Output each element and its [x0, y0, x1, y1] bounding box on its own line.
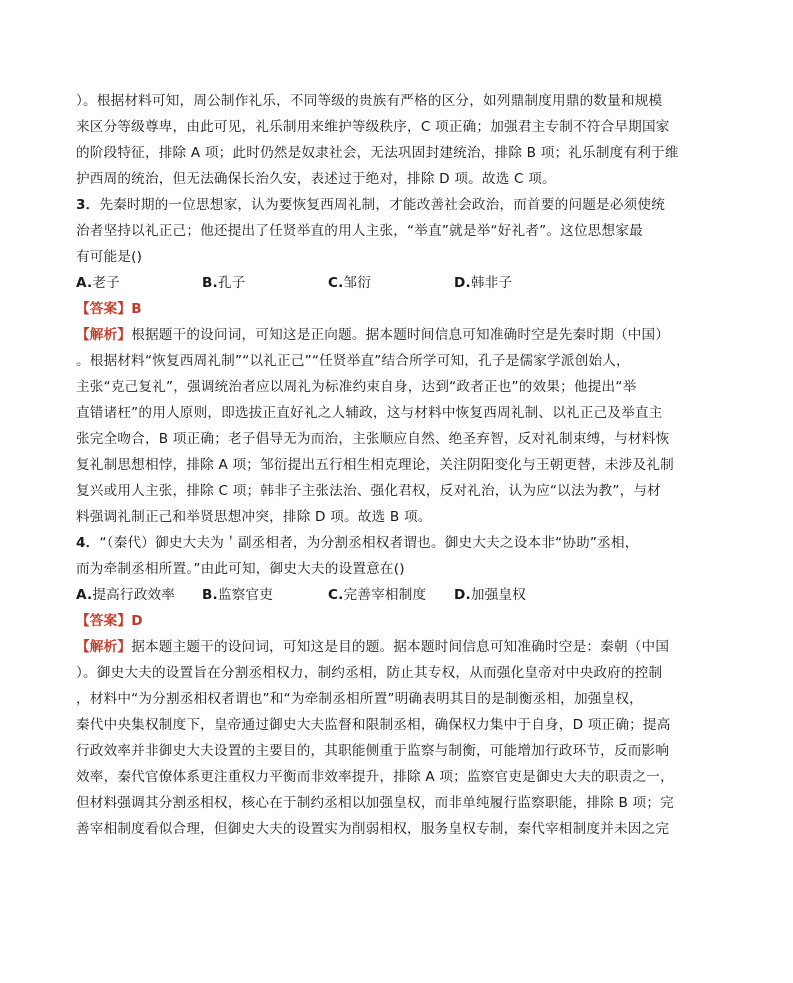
q3-options	[76, 270, 682, 296]
q2-analysis-line: 护西周的统治，但无法确保长治久安，表述过于绝对，排除 D 项。故选 C 项。	[76, 171, 556, 187]
q4-options	[76, 582, 682, 608]
q2-analysis-line: 来区分等级尊卑，由此可见，礼乐制用来维护等级秩序，C 项正确；加强君主专制不符合早期国家	[76, 119, 670, 135]
q4-option-c: C.完善宰相制度	[328, 587, 427, 603]
q3-option-d: D.韩非子	[454, 275, 513, 291]
q4-analysis-line: 但材料强调其分割丞相权，核心在于制约丞相以加强皇权，而非单纯履行监察职能，排除 B 项；完	[76, 795, 674, 811]
q3-analysis-line: 主张“克己复礼”，强调统治者应以周礼为标准约束自身，达到“政者正也”的效果；他提出“举	[76, 379, 637, 395]
q2-analysis-line: ）。根据材料可知，周公制作礼乐，不同等级的贵族有严格的区分，如列鼎制度用鼎的数量和规模	[76, 93, 663, 109]
q4-analysis-line: 【解析】据本题主题干的设问词，可知这是目的题。据本题时间信息可知准确时空是：秦朝（中国	[76, 639, 670, 655]
q3-stem-line: 3．先秦时期的一位思想家，认为要恢复西周礼制，才能改善社会政治，而首要的问题是必须使统	[76, 197, 665, 213]
q3-option-a: A.老子	[76, 275, 120, 291]
q3-analysis-line: 。根据材料“恢复西周礼制”“以礼正己”“任贤举直”结合所学可知，孔子是儒家学派创始人，	[76, 353, 630, 369]
q4-option-b: B.监察官吏	[202, 587, 274, 603]
document-content	[76, 88, 682, 842]
q4-option-d: D.加强皇权	[454, 587, 527, 603]
q3-analysis-line: 复兴或用人主张，排除 C 项；韩非子主张法治、强化君权，反对礼治，认为应“以法为教”，与材	[76, 483, 661, 499]
q2-analysis-line: 的阶段特征，排除 A 项；此时仍然是奴隶社会，无法巩固封建统治，排除 B 项；礼乐制度有利于维	[76, 145, 679, 161]
q3-analysis-line: 料强调礼制正己和举贤思想冲突，排除 D 项。故选 B 项。	[76, 509, 432, 525]
q4-analysis-line: 秦代中央集权制度下，皇帝通过御史大夫监督和限制丞相，确保权力集中于自身，D 项正确；提高	[76, 717, 671, 733]
q4-analysis-line: 行政效率并非御史大夫设置的主要目的，其职能侧重于监察与制衡，可能增加行政环节，反而影响	[76, 743, 670, 759]
q3-option-b: B.孔子	[202, 275, 246, 291]
q3-analysis-line: 直错诸枉”的用人原则，即选拔正直好礼之人辅政，这与材料中恢复西周礼制、以礼正己及举直主	[76, 405, 663, 421]
q3-option-c: C.邹衍	[328, 275, 372, 291]
q4-analysis-line: 效率，秦代官僚体系更注重权力平衡而非效率提升，排除 A 项；监察官吏是御史大夫的职责之一，	[76, 769, 674, 785]
q4-stem-line: 而为牵制丞相所置。”由此可知，御史大夫的设置意在()	[76, 561, 405, 577]
q3-answer: 【答案】B	[76, 301, 142, 317]
q4-number: 4．	[76, 535, 100, 551]
q3-analysis-line: 张完全吻合，B 项正确；老子倡导无为而治，主张顺应自然、绝圣弃智，反对礼制束缚，与材料恢	[76, 431, 670, 447]
q4-analysis-line: ）。御史大夫的设置旨在分割丞相权力，制约丞相，防止其专权，从而强化皇帝对中央政府的控制	[76, 665, 663, 681]
q3-analysis-line: 【解析】根据题干的设问词，可知这是正向题。据本题时间信息可知准确时空是先秦时期（中国）	[76, 327, 670, 343]
q3-analysis-line: 复礼制思想相悖，排除 A 项；邹衍提出五行相生相克理论，关注阴阳变化与王朝更替，未涉及礼制	[76, 457, 674, 473]
q4-stem-line: 4．“（秦代）御史大夫为＇副丞相者，为分割丞相权者谓也。御史大夫之设本非“协助”丞相，	[76, 535, 639, 551]
q3-number: 3．	[76, 197, 100, 213]
q4-analysis-line: 善宰相制度看似合理，但御史大夫的设置实为削弱相权，服务皇权专制，秦代宰相制度并未因之完	[76, 821, 670, 837]
q4-answer: 【答案】D	[76, 613, 143, 629]
q3-stem-line: 治者坚持以礼正己；他还提出了任贤举直的用人主张，“举直”就是举“好礼者”。这位思想家最	[76, 223, 643, 239]
q4-analysis-line: ，材料中“为分割丞相权者谓也”和“为牵制丞相所置”明确表明其目的是制衡丞相，加强皇权，	[76, 691, 643, 707]
q4-option-a: A.提高行政效率	[76, 587, 176, 603]
q3-stem-line: 有可能是()	[76, 249, 143, 265]
